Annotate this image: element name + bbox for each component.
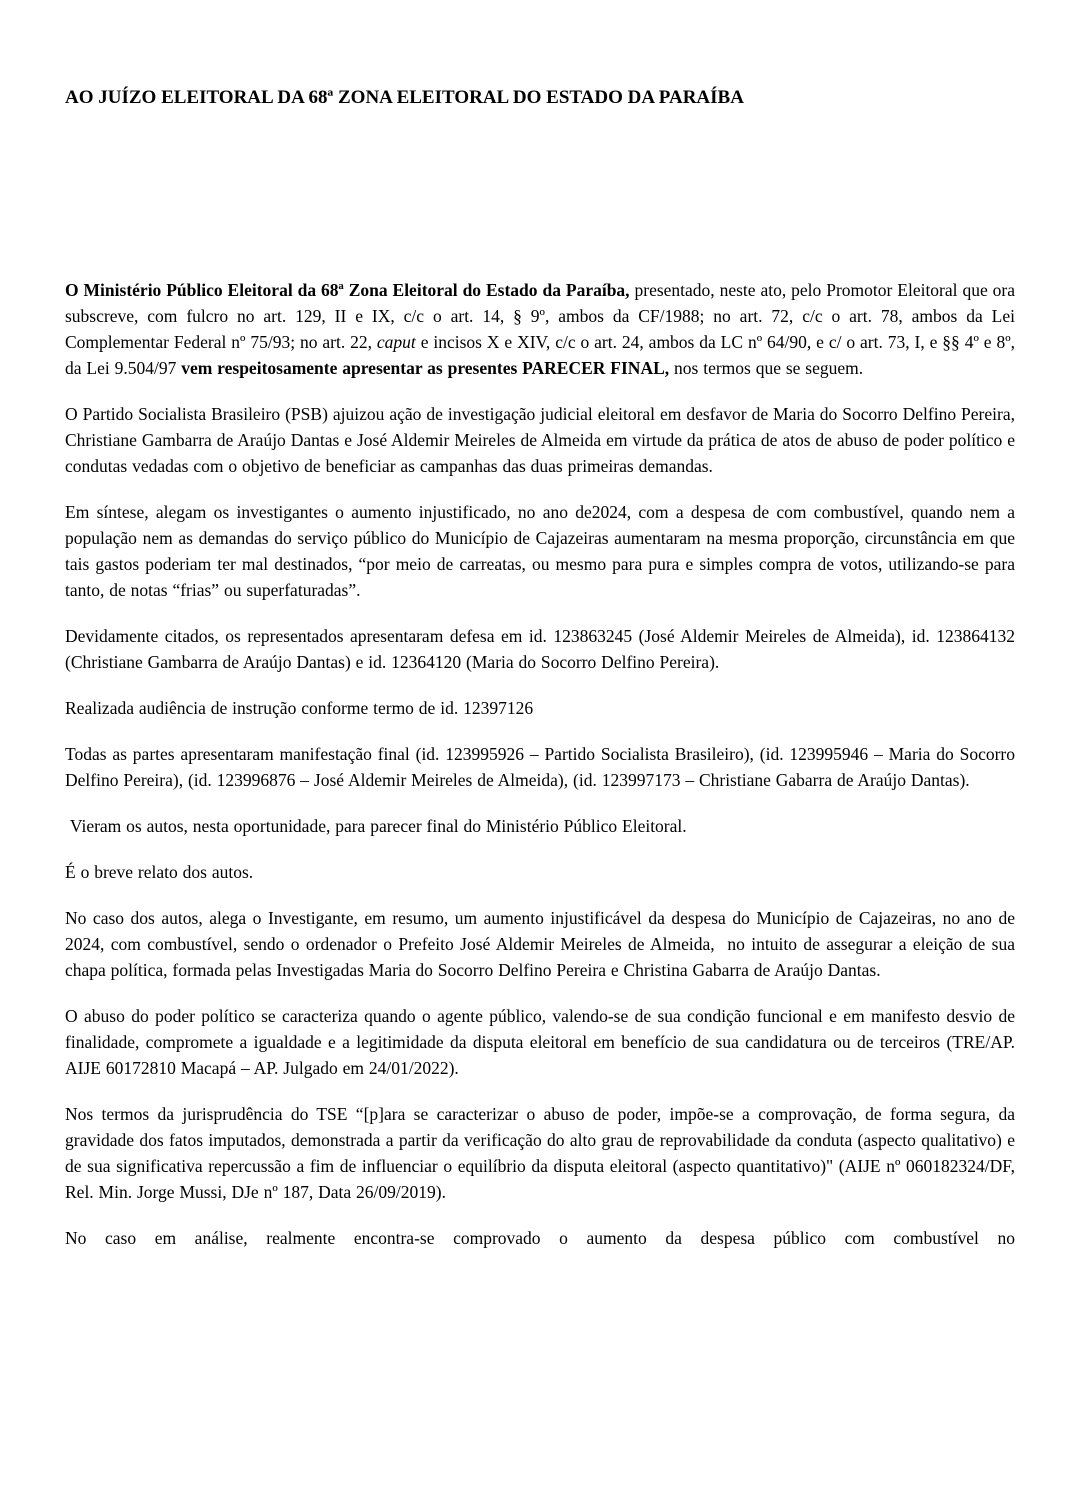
text-segment: vem respeitosamente apresentar as presentes PARECER FINAL, [181, 358, 670, 378]
paragraph [65, 905, 1015, 983]
paragraph [65, 695, 1015, 721]
document-title: AO JUÍZO ELEITORAL DA 68ª ZONA ELEITORAL DO ESTADO DA PARAÍBA [65, 87, 744, 108]
paragraph [65, 859, 1015, 885]
paragraph [65, 1003, 1015, 1081]
text-segment: e incisos X e XIV, c/c o art. 24, ambos da LC nº 64/90, e c/ o art. 73, I, e §§ 4º e 8º, da Lei 9.504/97 [65, 332, 1015, 378]
paragraph [65, 741, 1015, 793]
text-segment: Em síntese, alegam os investigantes o aumento injustificado, no ano de2024, com a despesa de com combustível, quando nem a população nem as demandas do serviço público do Município de Cajazeiras aumentaram na mesma proporção, circunstância em que tais gastos poderiam ter mal destinados, “por meio de carreatas, ou mesmo para pura e simples compra de votos, utilizando-se para tanto, de notas “frias” ou superfaturadas”. [65, 502, 1015, 600]
text-segment: Realizada audiência de instrução conforme termo de id. 12397126 [65, 698, 534, 718]
paragraph [65, 499, 1015, 603]
text-segment: O abuso do poder político se caracteriza quando o agente público, valendo-se de sua condição funcional e em manifesto desvio de finalidade, compromete a igualdade e a legitimidade da disputa eleitoral em benefício de sua candidatura ou de terceiros (TRE/AP. AIJE 60172810 Macapá – AP. Julgado em 24/01/2022). [65, 1006, 1015, 1078]
text-segment: Devidamente citados, os representados apresentaram defesa em id. 123863245 (José Aldemir Meireles de Almeida), id. 123864132 (Christiane Gambarra de Araújo Dantas) e id. 12364120 (Maria do Socorro Delfino Pereira). [65, 626, 1015, 672]
text-segment: No caso dos autos, alega o Investigante, em resumo, um aumento injustificável da despesa do Município de Cajazeiras, no ano de 2024, com combustível, sendo o ordenador o Prefeito José Aldemir Meireles de Almeida, no intuito de assegurar a eleição de sua chapa política, formada pelas Investigadas Maria do Socorro Delfino Pereira e Christina Gabarra de Araújo Dantas. [65, 908, 1015, 980]
paragraph [65, 623, 1015, 675]
paragraph [65, 277, 1015, 381]
text-segment: O Ministério Público Eleitoral da 68ª Zona Eleitoral do Estado da Paraíba, [65, 280, 630, 300]
text-segment: Nos termos da jurisprudência do TSE “[p]ara se caracterizar o abuso de poder, impõe-se a comprovação, de forma segura, da gravidade dos fatos imputados, demonstrada a partir da verificação do alto grau de reprovabilidade da conduta (aspecto qualitativo) e de sua significativa repercussão a fim de influenciar o equilíbrio da disputa eleitoral (aspecto quantitativo)" (AIJE nº 060182324/DF, Rel. Min. Jorge Mussi, DJe nº 187, Data 26/09/2019). [65, 1104, 1015, 1202]
text-segment: O Partido Socialista Brasileiro (PSB) ajuizou ação de investigação judicial eleitoral em desfavor de Maria do Socorro Delfino Pereira, Christiane Gambarra de Araújo Dantas e José Aldemir Meireles de Almeida em virtude da prática de atos de abuso de poder político e condutas vedadas com o objetivo de beneficiar as campanhas das duas primeiras demandas. [65, 404, 1015, 476]
text-segment: presentado, neste ato, pelo Promotor Eleitoral que ora subscreve, com fulcro no art. 129, II e IX, c/c o art. 14, § 9º, ambos da CF/1988; no art. 72, c/c o art. 78, ambos da Lei Complementar Federal nº 75/93; no art. 22, [65, 280, 1015, 352]
text-segment: Todas as partes apresentaram manifestação final (id. 123995926 – Partido Socialista Brasileiro), (id. 123995946 – Maria do Socorro Delfino Pereira), (id. 123996876 – José Aldemir Meireles de Almeida), (id. 123997173 – Christiane Gabarra de Araújo Dantas). [65, 744, 1015, 790]
text-segment: No caso em análise, realmente encontra-se comprovado o aumento da despesa público com combustível no [65, 1228, 1015, 1248]
text-segment: nos termos que se seguem. [669, 358, 864, 378]
paragraph [65, 813, 1015, 839]
document-body [65, 277, 1015, 1251]
text-segment: caput [376, 332, 416, 352]
paragraph [65, 1101, 1015, 1205]
text-segment: Vieram os autos, nesta oportunidade, para parecer final do Ministério Público Eleitoral. [65, 816, 687, 836]
paragraph [65, 401, 1015, 479]
text-segment: É o breve relato dos autos. [65, 862, 254, 882]
paragraph [65, 1225, 1015, 1251]
